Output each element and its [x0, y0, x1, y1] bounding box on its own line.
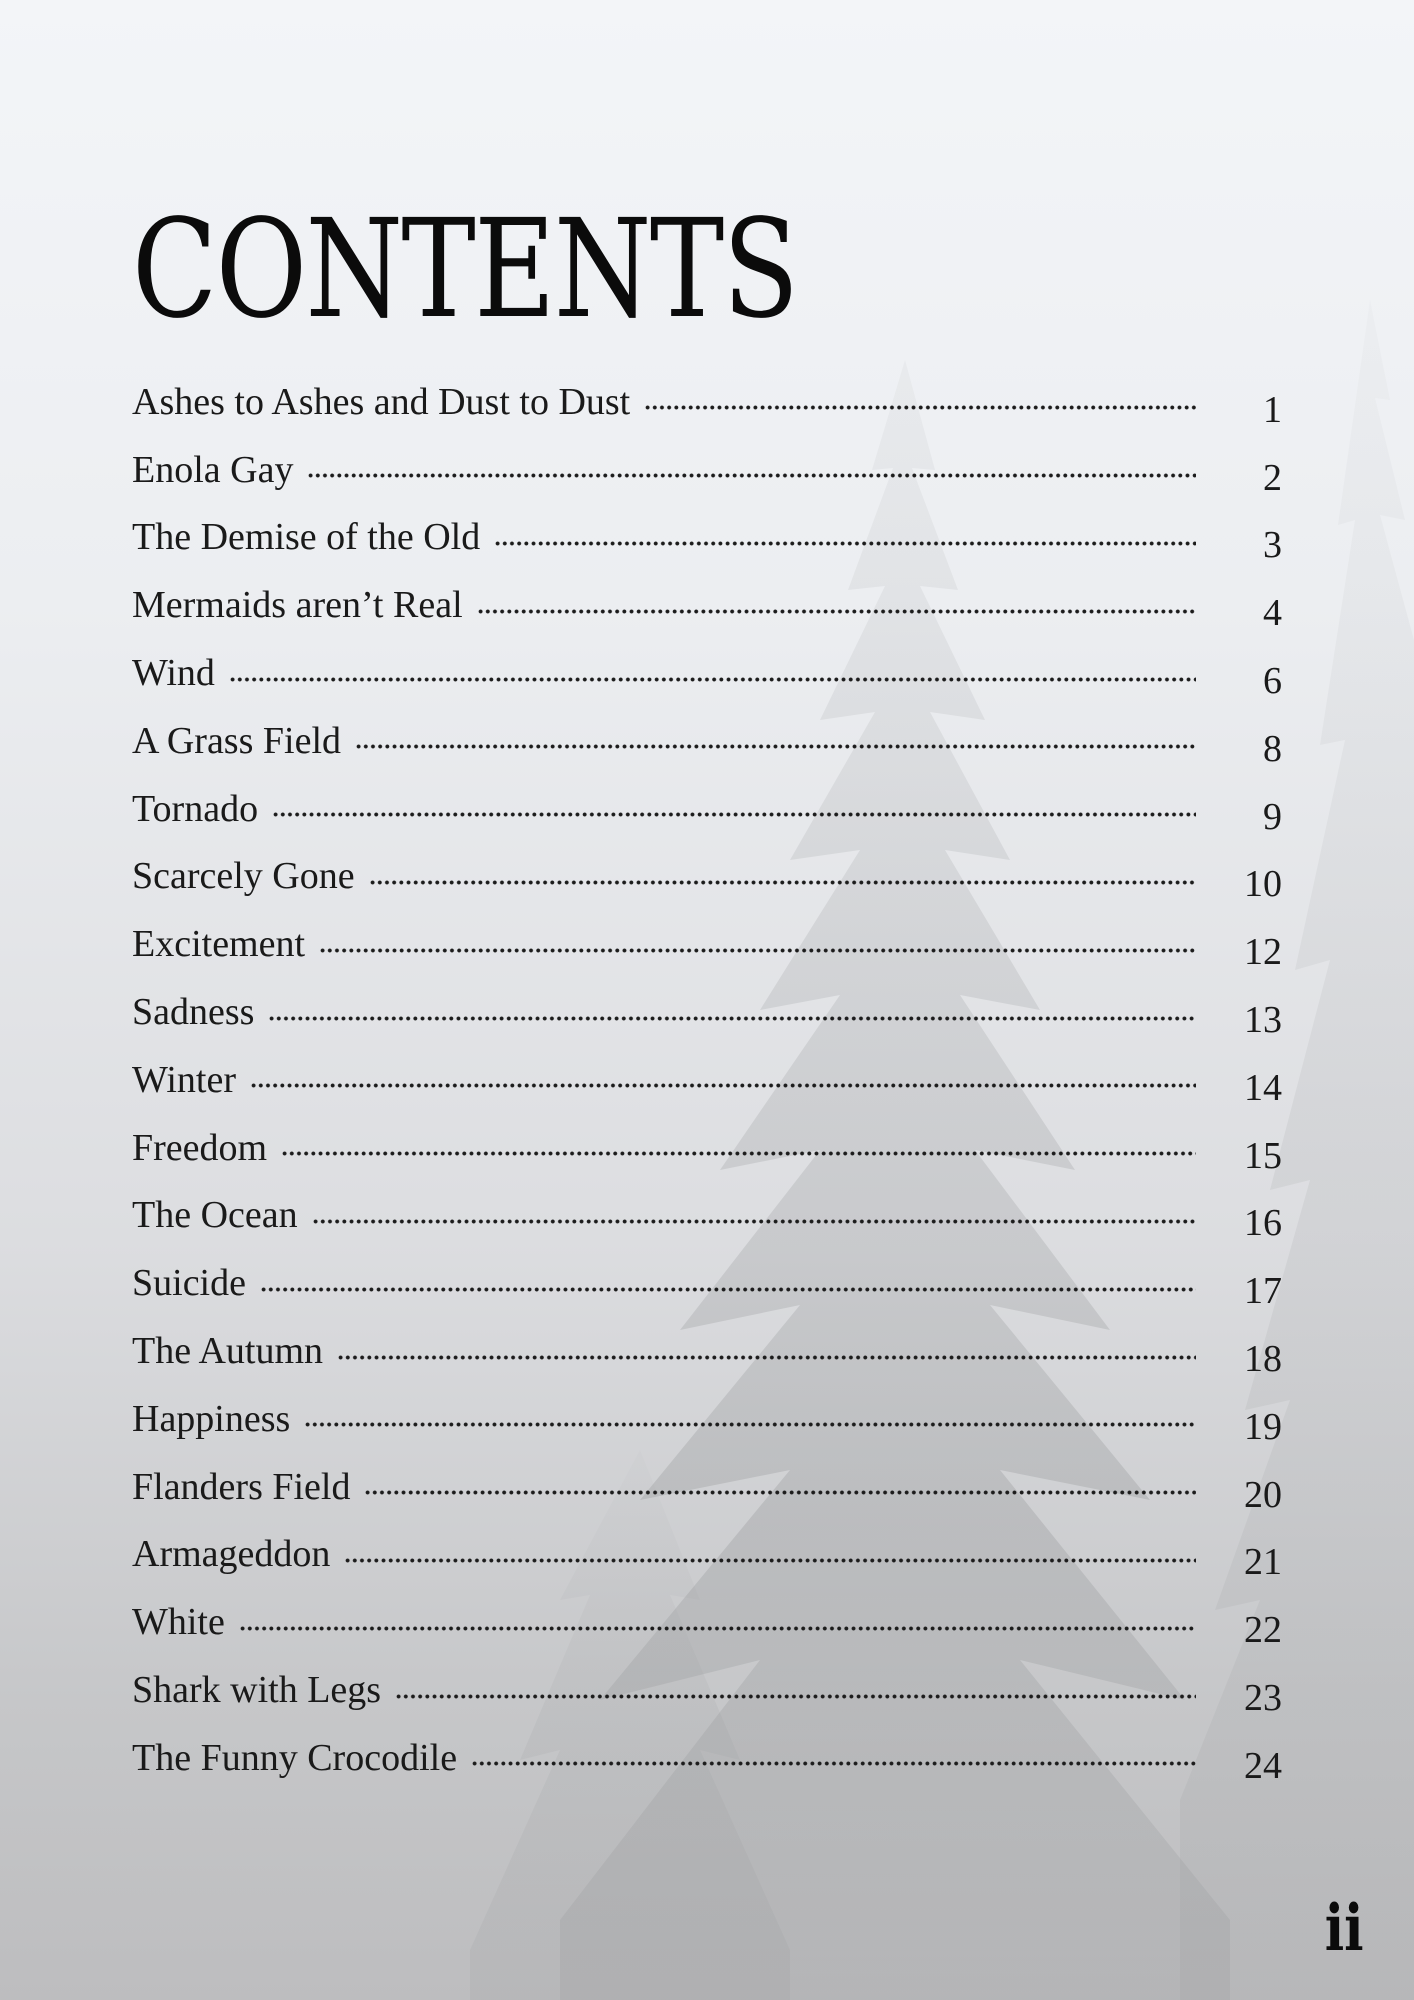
toc-entry-title: Scarcely Gone: [132, 855, 355, 898]
toc-entry-title: Mermaids aren’t Real: [132, 584, 463, 627]
toc-entry-page: 6: [1263, 660, 1282, 703]
dot-leader: [364, 1490, 1196, 1495]
toc-entry-page: 24: [1244, 1744, 1282, 1787]
toc-entry-page: 13: [1244, 999, 1282, 1042]
toc-entry-title: Enola Gay: [132, 448, 294, 491]
toc-entry-title: The Ocean: [132, 1194, 298, 1237]
dot-leader: [250, 1083, 1196, 1088]
dot-leader: [344, 1558, 1196, 1563]
dot-leader: [260, 1287, 1196, 1292]
toc-entry-title: Tornado: [132, 787, 259, 830]
toc-entry-title: Armageddon: [132, 1533, 331, 1576]
toc-entry[interactable]: [132, 571, 1282, 639]
dot-leader: [268, 1016, 1196, 1021]
dot-leader: [312, 1219, 1196, 1224]
toc-entry-title: Sadness: [132, 991, 255, 1034]
toc-entry-page: 9: [1263, 795, 1282, 838]
toc-entry-title: A Grass Field: [132, 719, 341, 762]
toc-entry[interactable]: [132, 1046, 1282, 1114]
dot-leader: [395, 1694, 1196, 1699]
dot-leader: [471, 1761, 1196, 1766]
toc-entry-title: The Autumn: [132, 1330, 324, 1373]
toc-entry-page: 3: [1263, 524, 1282, 567]
toc-entry-page: 10: [1244, 863, 1282, 906]
toc-entry-title: Wind: [132, 652, 215, 695]
toc-entry[interactable]: [132, 978, 1282, 1046]
toc-entry-title: Excitement: [132, 923, 306, 966]
dot-leader: [229, 677, 1196, 682]
toc-entry-page: 18: [1244, 1338, 1282, 1381]
toc-entry-title: Shark with Legs: [132, 1669, 382, 1712]
toc-entry-page: 16: [1244, 1202, 1282, 1245]
toc-entry-page: 2: [1263, 456, 1282, 499]
page-number: ii: [1325, 1891, 1364, 1966]
dot-leader: [319, 948, 1196, 953]
dot-leader: [239, 1626, 1196, 1631]
toc-entry-page: 8: [1263, 727, 1282, 770]
toc-entry[interactable]: [132, 368, 1282, 436]
toc-entry[interactable]: [132, 436, 1282, 504]
page-title: CONTENTS: [132, 191, 798, 349]
toc-entry[interactable]: [132, 1317, 1282, 1385]
toc-entry-title: Freedom: [132, 1126, 268, 1169]
toc-entry[interactable]: [132, 1114, 1282, 1182]
dot-leader: [355, 744, 1196, 749]
dot-leader: [369, 880, 1196, 885]
toc-entry-page: 22: [1244, 1609, 1282, 1652]
toc-entry[interactable]: [132, 1724, 1282, 1792]
dot-leader: [281, 1151, 1196, 1156]
toc-entry-title: Ashes to Ashes and Dust to Dust: [132, 380, 631, 423]
toc-entry-title: Flanders Field: [132, 1465, 351, 1508]
toc-entry-page: 17: [1244, 1270, 1282, 1313]
toc-entry[interactable]: [132, 1385, 1282, 1453]
toc-entry-page: 23: [1244, 1677, 1282, 1720]
toc-entry-page: 14: [1244, 1066, 1282, 1109]
dot-leader: [304, 1422, 1196, 1427]
toc-entry-title: White: [132, 1601, 225, 1644]
toc-entry-title: Suicide: [132, 1262, 246, 1305]
toc-entry-page: 19: [1244, 1405, 1282, 1448]
toc-entry-title: Winter: [132, 1058, 236, 1101]
toc-entry[interactable]: [132, 1182, 1282, 1250]
dot-leader: [477, 609, 1196, 614]
toc-entry[interactable]: [132, 910, 1282, 978]
toc-entry-page: 20: [1244, 1473, 1282, 1516]
toc-entry-title: The Funny Crocodile: [132, 1736, 458, 1779]
toc-entry[interactable]: [132, 639, 1282, 707]
toc-entry[interactable]: [132, 707, 1282, 775]
toc-entry[interactable]: [132, 1588, 1282, 1656]
toc-entry-page: 21: [1244, 1541, 1282, 1584]
toc-entry-title: Happiness: [132, 1397, 291, 1440]
toc-entry[interactable]: [132, 843, 1282, 911]
table-of-contents: [132, 368, 1282, 1792]
toc-entry[interactable]: [132, 1249, 1282, 1317]
toc-entry-page: 4: [1263, 592, 1282, 635]
toc-entry-page: 12: [1244, 931, 1282, 974]
toc-entry[interactable]: [132, 1656, 1282, 1724]
toc-entry[interactable]: [132, 504, 1282, 572]
toc-entry-page: 15: [1244, 1134, 1282, 1177]
dot-leader: [272, 812, 1196, 817]
toc-entry-page: 1: [1263, 388, 1282, 431]
dot-leader: [644, 405, 1196, 410]
toc-entry[interactable]: [132, 1521, 1282, 1589]
dot-leader: [307, 473, 1196, 478]
toc-entry[interactable]: [132, 775, 1282, 843]
dot-leader: [337, 1355, 1196, 1360]
toc-entry[interactable]: [132, 1453, 1282, 1521]
dot-leader: [494, 541, 1196, 546]
toc-entry-title: The Demise of the Old: [132, 516, 481, 559]
